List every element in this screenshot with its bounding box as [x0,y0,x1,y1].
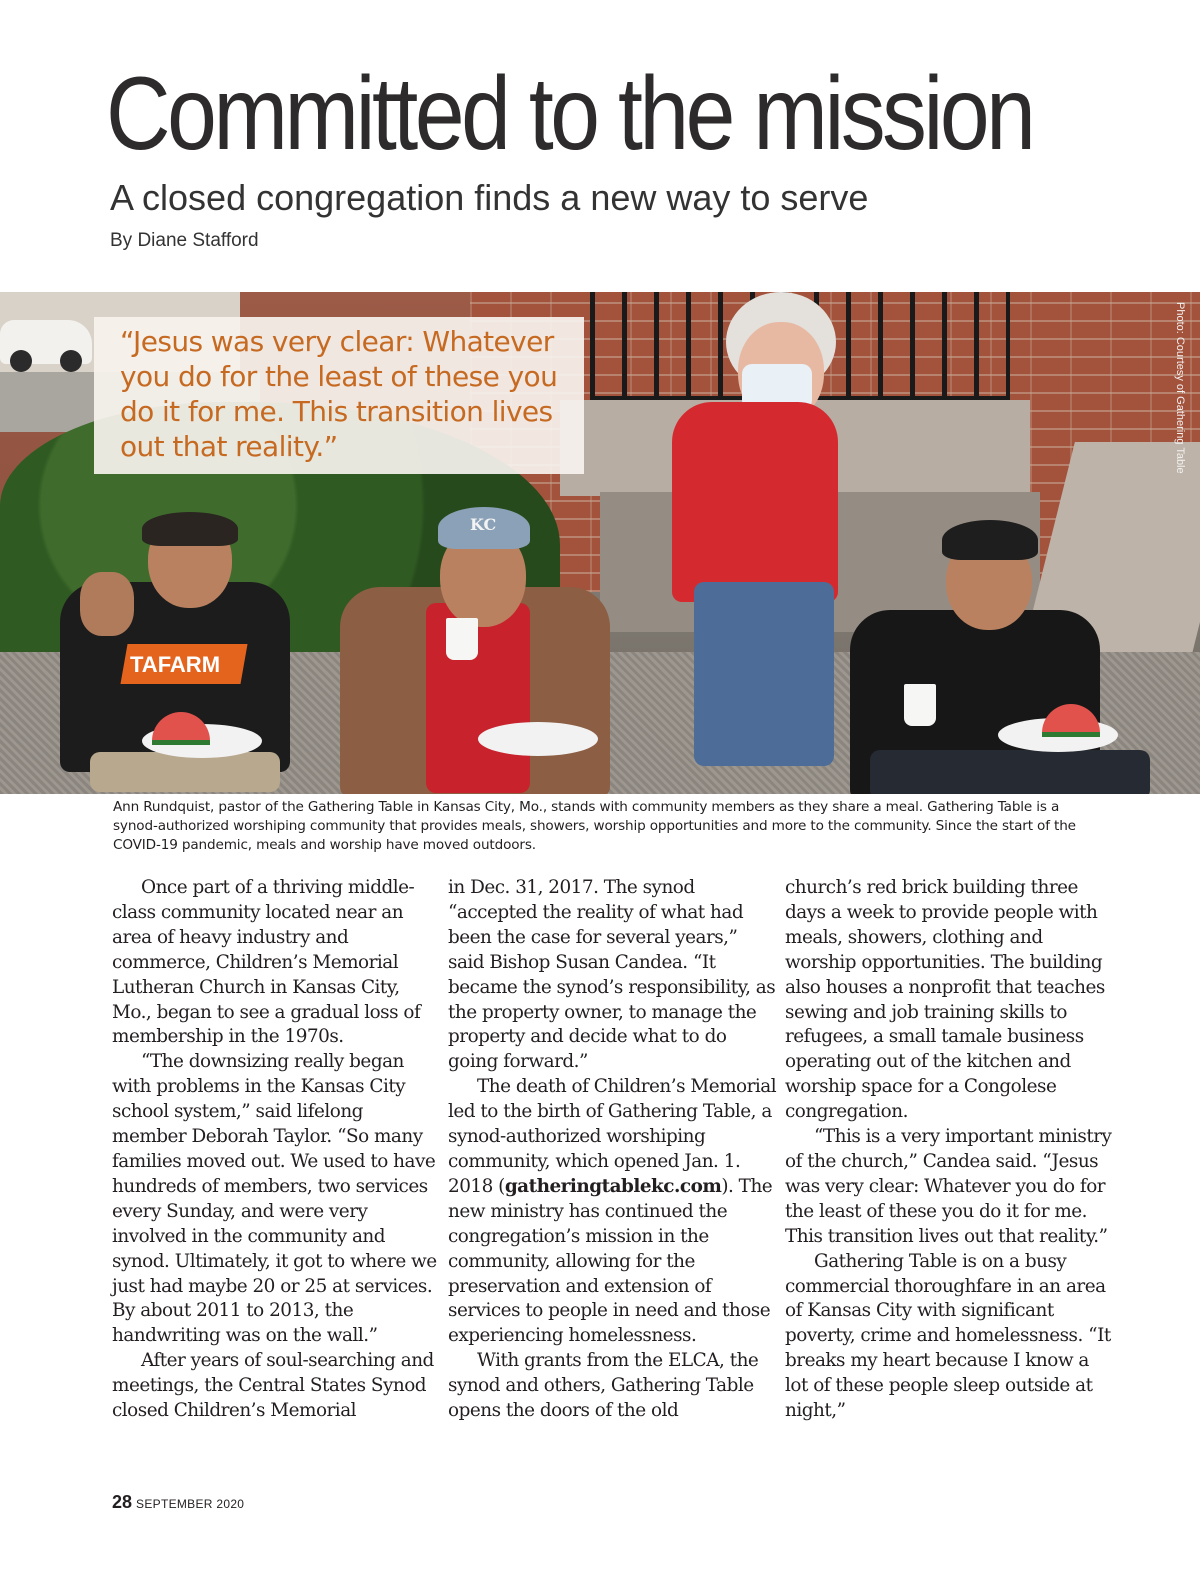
page-number: 28 [112,1492,133,1512]
pull-quote: “Jesus was very clear: Whatever you do for the least of these you do it for me. This transition lives out that reality.” [94,317,584,474]
photo-caption: Ann Rundquist, pastor of the Gathering Table in Kansas City, Mo., stands with community members as they share a meal. Gathering Table is a synod-authorized worshiping community that provides meals, showers, worship opportunities and more to the community. Since the start of the COVID-19 pandemic, meals and worship have moved outdoors. [113,799,1076,853]
plate [478,722,598,756]
body-paragraph: in Dec. 31, 2017. The synod “accepted the reality of what had been the case for several years,” said Bishop Susan Candea. “It became the synod’s responsibility, as the property owner, to manage the property and decide what to do going forward.” [448,877,776,1073]
byline: By Diane Stafford [110,230,259,251]
cap-logo: KC [470,515,497,534]
foam-cup [446,618,478,660]
body-column-1 [112,876,442,1424]
photo-car-wheel [10,350,32,372]
body-paragraph [448,1075,778,1349]
body-paragraph: “This is a very important ministry of the church,” Candea said. “Jesus was very clear: Whatever you do for the least of these you do it for me. This transition lives out that reality.” [785,1126,1112,1247]
body-column-3 [785,876,1115,1424]
issue-date: SEPTEMBER 2020 [136,1497,245,1511]
page-footer [112,1492,244,1513]
hoodie-logo: TAFARM [130,652,221,677]
body-column-2 [448,876,778,1424]
headline: Committed to the mission [106,56,1033,172]
photo-credit: Photo: Courtesy of Gathering Table [1174,302,1186,474]
photo-car-wheel [60,350,82,372]
body-text: ). The new ministry has continued the congregation’s mission in the community, allowing for the preservation and extension of services to people in need and those experiencing homelessness. [448,1175,773,1347]
body-paragraph: With grants from the ELCA, the synod and others, Gathering Table opens the doors of the old [448,1350,759,1422]
body-paragraph: Gathering Table is on a busy commercial thoroughfare in an area of Kansas City with significant poverty, crime and homelessness. “It breaks my heart because I know a lot of these people sleep outside at night,” [785,1250,1111,1422]
deck-subtitle: A closed congregation finds a new way to serve [110,177,869,218]
body-text: The death of Children’s Memorial led to the birth of Gathering Table, a synod-authorized worshiping community, which opened Jan. 1. 2018 ( [448,1076,777,1197]
body-paragraph: Once part of a thriving middle-class community located near an area of heavy industry and commerce, Children’s Memorial Lutheran Church in Kansas City, Mo., began to see a gradual loss of membership in the 1970s. [112,877,421,1048]
body-paragraph: church’s red brick building three days a week to provide people with meals, showers, clothing and worship opportunities. The building also houses a nonprofit that teaches sewing and job training skills to refugees, a small tamale business operating out of the kitchen and worship space for a Congolese congregation. [785,877,1105,1123]
foam-cup [904,684,936,726]
website-link[interactable]: gatheringtablekc.com [504,1175,722,1197]
body-paragraph: “The downsizing really began with problems in the Kansas City school system,” said lifelong member Deborah Taylor. “So many families moved out. We used to have hundreds of members, two services every Sunday, and were very involved in the community and synod. Ultimately, it got to where we just had maybe 20 or 25 at services. By about 2011 to 2013, the handwriting was on the wall.” [112,1051,437,1347]
body-paragraph: After years of soul-searching and meetings, the Central States Synod closed Children’s Memorial [112,1350,434,1422]
